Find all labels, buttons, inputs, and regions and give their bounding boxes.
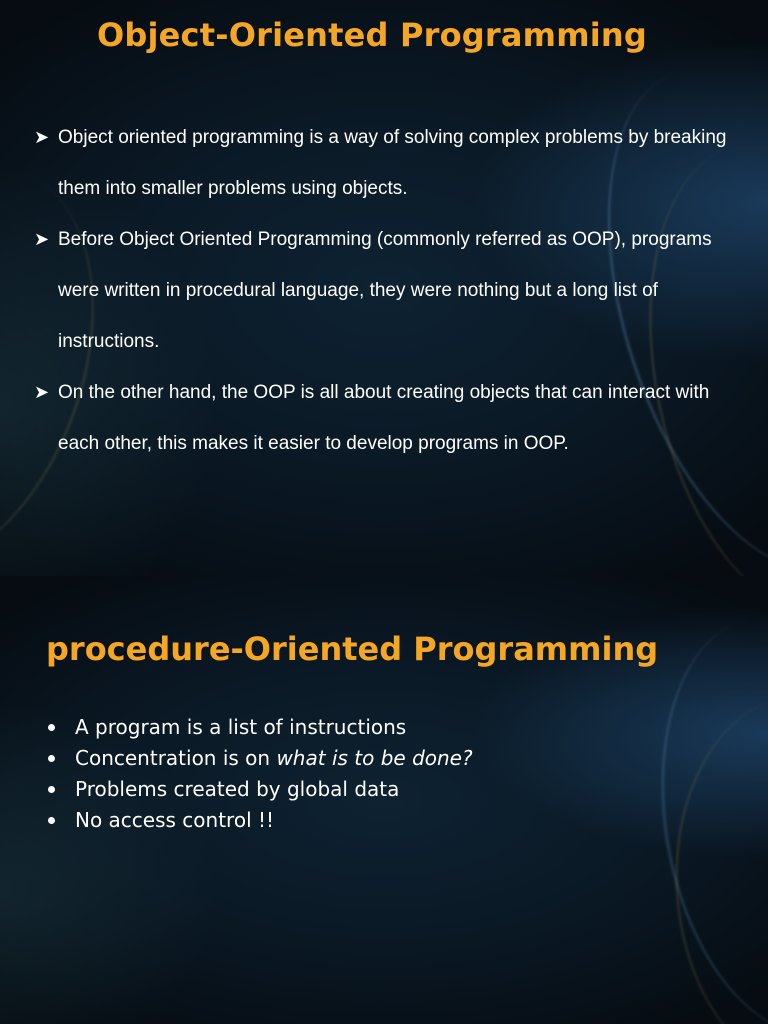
bullet-item (46, 743, 473, 774)
background-streak (663, 687, 768, 1024)
bullet-dot-icon (48, 817, 55, 824)
bullet-text: Before Object Oriented Programming (commonly referred as OOP), programs were written in procedural language, they were nothing but a long list of instructions. (58, 229, 712, 352)
bullet-text: Problems created by global data (75, 777, 400, 801)
bullet-text: Concentration is on (75, 746, 277, 770)
bullet-item (46, 712, 473, 743)
slide-title: Object-Oriented Programming (96, 16, 648, 54)
arrow-right-icon: ➤ (34, 127, 50, 148)
arrow-right-icon: ➤ (34, 382, 50, 403)
bullet-text: On the other hand, the OOP is all about creating objects that can interact with each other, this makes it easier to develop programs in OOP. (58, 382, 710, 454)
slide-title: procedure-Oriented Programming (46, 630, 659, 668)
bullet-list (0, 112, 768, 469)
bullet-item (46, 774, 473, 805)
bullet-emphasis: what is to be done? (276, 746, 473, 770)
arrow-right-icon: ➤ (34, 229, 50, 250)
bullet-text: Object oriented programming is a way of solving complex problems by breaking them into smaller problems using objects. (58, 127, 727, 199)
bullet-text: A program is a list of instructions (75, 715, 407, 739)
bullet-item (0, 214, 768, 367)
bullet-item (46, 805, 473, 836)
slide-pop (0, 576, 768, 1024)
bullet-dot-icon (48, 786, 55, 793)
bullet-item (0, 112, 768, 214)
bullet-dot-icon (48, 755, 55, 762)
bullet-list (46, 712, 473, 836)
bullet-dot-icon (48, 724, 55, 731)
bullet-text: No access control !! (75, 808, 275, 832)
bullet-item (0, 367, 768, 469)
